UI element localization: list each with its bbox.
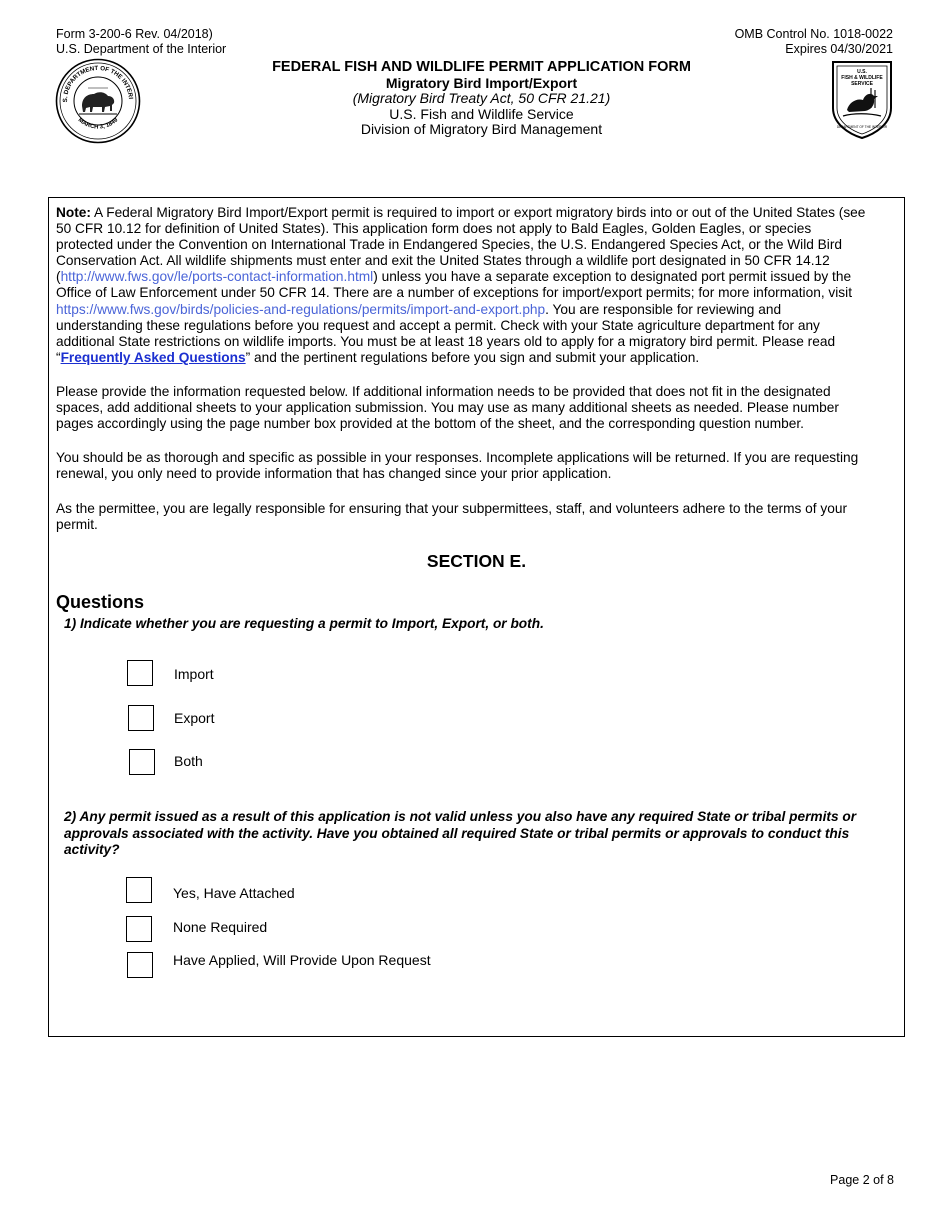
left-seal-top-text: S. DEPARTMENT OF THE INTERI — [61, 64, 134, 103]
form-title: FEDERAL FISH AND WILDLIFE PERMIT APPLICATION FORM — [272, 59, 691, 75]
form-subtitle: Migratory Bird Import/Export — [385, 74, 578, 91]
note-text-1: A Federal Migratory Bird Import/Export permit is required to import or export migratory birds into or out of the United States (see 50 CFR 10.12 for definition of United States). This application form does not apply to Bald Eagles, Golden Eagles, or species protected under the Convention on International Trade in Endangered Species, the U.S. Endangered Species Act, or the Wild Bird Conservation Act. All wildlife shipments must enter and exit the United States through a wildlife port designated in 50 CFR 14.12 ( — [56, 205, 866, 285]
responsibility-paragraph: As the permittee, you are legally responsible for ensuring that your subpermittees, staff, and volunteers adhere to the terms of your permit. — [56, 501, 848, 533]
department-name: U.S. Department of the Interior — [56, 42, 227, 56]
export-label: Export — [174, 710, 215, 726]
note-text-2: ) unless you have a separate exception to designated port permit issued by the Office of Law Enforcement under 50 CFR 14. There are a number of exceptions for import/export permits; for more information, visit — [56, 269, 852, 301]
have-applied-label: Have Applied, Will Provide Upon Request — [173, 952, 431, 968]
agency-name: U.S. Fish and Wildlife Service — [389, 105, 574, 122]
question-1: 1) Indicate whether you are requesting a permit to Import, Export, or both. — [64, 616, 544, 631]
ports-contact-link[interactable]: http://www.fws.gov/le/ports-contact-information.html — [60, 269, 374, 285]
omb-control-number: OMB Control No. 1018-0022 — [734, 27, 893, 41]
note-paragraph — [56, 205, 868, 366]
both-label: Both — [174, 753, 203, 769]
form-number: Form 3-200-6 Rev. 04/2018) — [56, 27, 213, 41]
form-title-block — [200, 60, 763, 138]
import-export-regulations-link[interactable]: https://www.fws.gov/birds/policies-and-regulations/permits/import-and-export.php — [56, 301, 546, 317]
usfws-shield-icon — [829, 58, 895, 140]
interior-seal-icon — [55, 58, 141, 144]
right-seal-bottom: DEPARTMENT OF THE INTERIOR — [836, 125, 888, 129]
right-seal-line3: SERVICE — [851, 81, 873, 87]
section-title: SECTION E. — [426, 551, 527, 571]
left-seal-bottom-text: MARCH 3, 1849 — [76, 117, 120, 131]
form-authority: (Migratory Bird Treaty Act, 50 CFR 21.21) — [352, 90, 611, 106]
none-required-label: None Required — [173, 919, 268, 935]
yes-have-attached-label: Yes, Have Attached — [173, 885, 295, 901]
thoroughness-paragraph: You should be as thorough and specific as possible in your responses. Incomplete applications will be returned. If you are requesting renewal, you only need to provide information that has changed since your prior application. — [56, 450, 859, 482]
note-text-4: ” and the pertinent regulations before you sign and submit your application. — [245, 349, 700, 365]
faq-link[interactable]: Frequently Asked Questions — [60, 349, 246, 365]
import-label: Import — [174, 666, 214, 682]
right-seal-line1: U.S. — [857, 69, 867, 75]
instructions-paragraph: Please provide the information requested below. If additional information needs to be provided that does not fit in the designated spaces, add additional sheets to your application submission. You may use as many additional sheets as needed. Please number pages accordingly using the page number box provided at the bottom of the sheet, and the corresponding question number. — [56, 384, 839, 432]
import-checkbox[interactable] — [127, 660, 153, 686]
right-seal-line2: FISH & WILDLIFE — [841, 75, 883, 81]
expiration-date: Expires 04/30/2021 — [785, 42, 893, 56]
both-checkbox[interactable] — [129, 749, 155, 775]
have-applied-checkbox[interactable] — [127, 952, 153, 978]
question-2: 2) Any permit issued as a result of this application is not valid unless you also have any required State or tribal permits or approvals associated with the activity. Have you obtained all required State or tribal permits or approvals to conduct this activity? — [64, 809, 857, 857]
questions-heading: Questions — [56, 592, 145, 612]
none-required-checkbox[interactable] — [126, 916, 152, 942]
note-text-3: . You are responsible for reviewing and understanding these regulations before you request and accept a permit. Check with your State agriculture department for any additional State restrictions on wildlife imports. You must be at least 18 years old to apply for a migratory bird permit. Please read “ — [56, 301, 836, 365]
note-label: Note: — [56, 205, 91, 220]
page-number: Page 2 of 8 — [830, 1173, 894, 1187]
division-name: Division of Migratory Bird Management — [360, 121, 603, 137]
export-checkbox[interactable] — [128, 705, 154, 731]
yes-have-attached-checkbox[interactable] — [126, 877, 152, 903]
